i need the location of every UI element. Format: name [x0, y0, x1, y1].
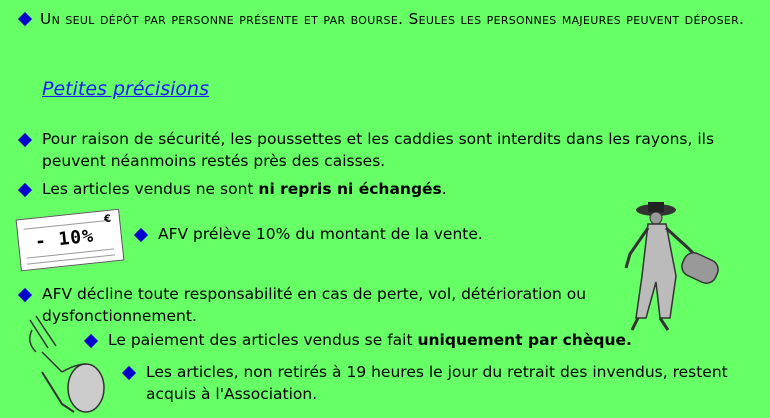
bullet-icon [122, 366, 136, 380]
cheque-euro: € [103, 213, 112, 226]
sold-emphasis: ni repris ni échangés [258, 180, 442, 198]
sold-suffix: . [441, 180, 447, 198]
sold-prefix: Les articles vendus ne sont [42, 180, 259, 198]
sold-rule [42, 178, 447, 200]
bullet-icon [18, 133, 32, 147]
bullet-icon [18, 288, 32, 302]
unclaimed-rule: Les articles, non retirés à 19 heures le jour du retrait des invendus, restent acquis à l'Association. [146, 363, 728, 403]
safety-rule: Pour raison de sécurité, les poussettes et les caddies sont interdits dans les rayons, ils peuvent néanmoins restés près des caisses. [42, 130, 715, 170]
cheque-illustration [16, 209, 125, 272]
payment-rule [108, 329, 632, 351]
payment-prefix: Le paiement des articles vendus se fait [108, 331, 418, 349]
bullet-icon [18, 183, 32, 197]
shopping-bag-drawing [22, 312, 108, 416]
liability-rule: AFV décline toute responsabilité en cas de perte, vol, détérioration ou dysfonctionnement. [42, 285, 587, 325]
fee-rule: AFV prélève 10% du montant de la vente. [158, 225, 483, 243]
shopper-figure-drawing [612, 198, 732, 338]
payment-emphasis: uniquement par chèque. [417, 331, 632, 349]
cheque-discount: - 10% [33, 225, 95, 253]
deposit-rule: Un seul dépôt par personne présente et par bourse. Seules les personnes majeures peuvent déposer. [40, 10, 745, 28]
heading-petites-precisions[interactable]: Petites précisions [42, 78, 209, 100]
bullet-icon [134, 228, 148, 242]
